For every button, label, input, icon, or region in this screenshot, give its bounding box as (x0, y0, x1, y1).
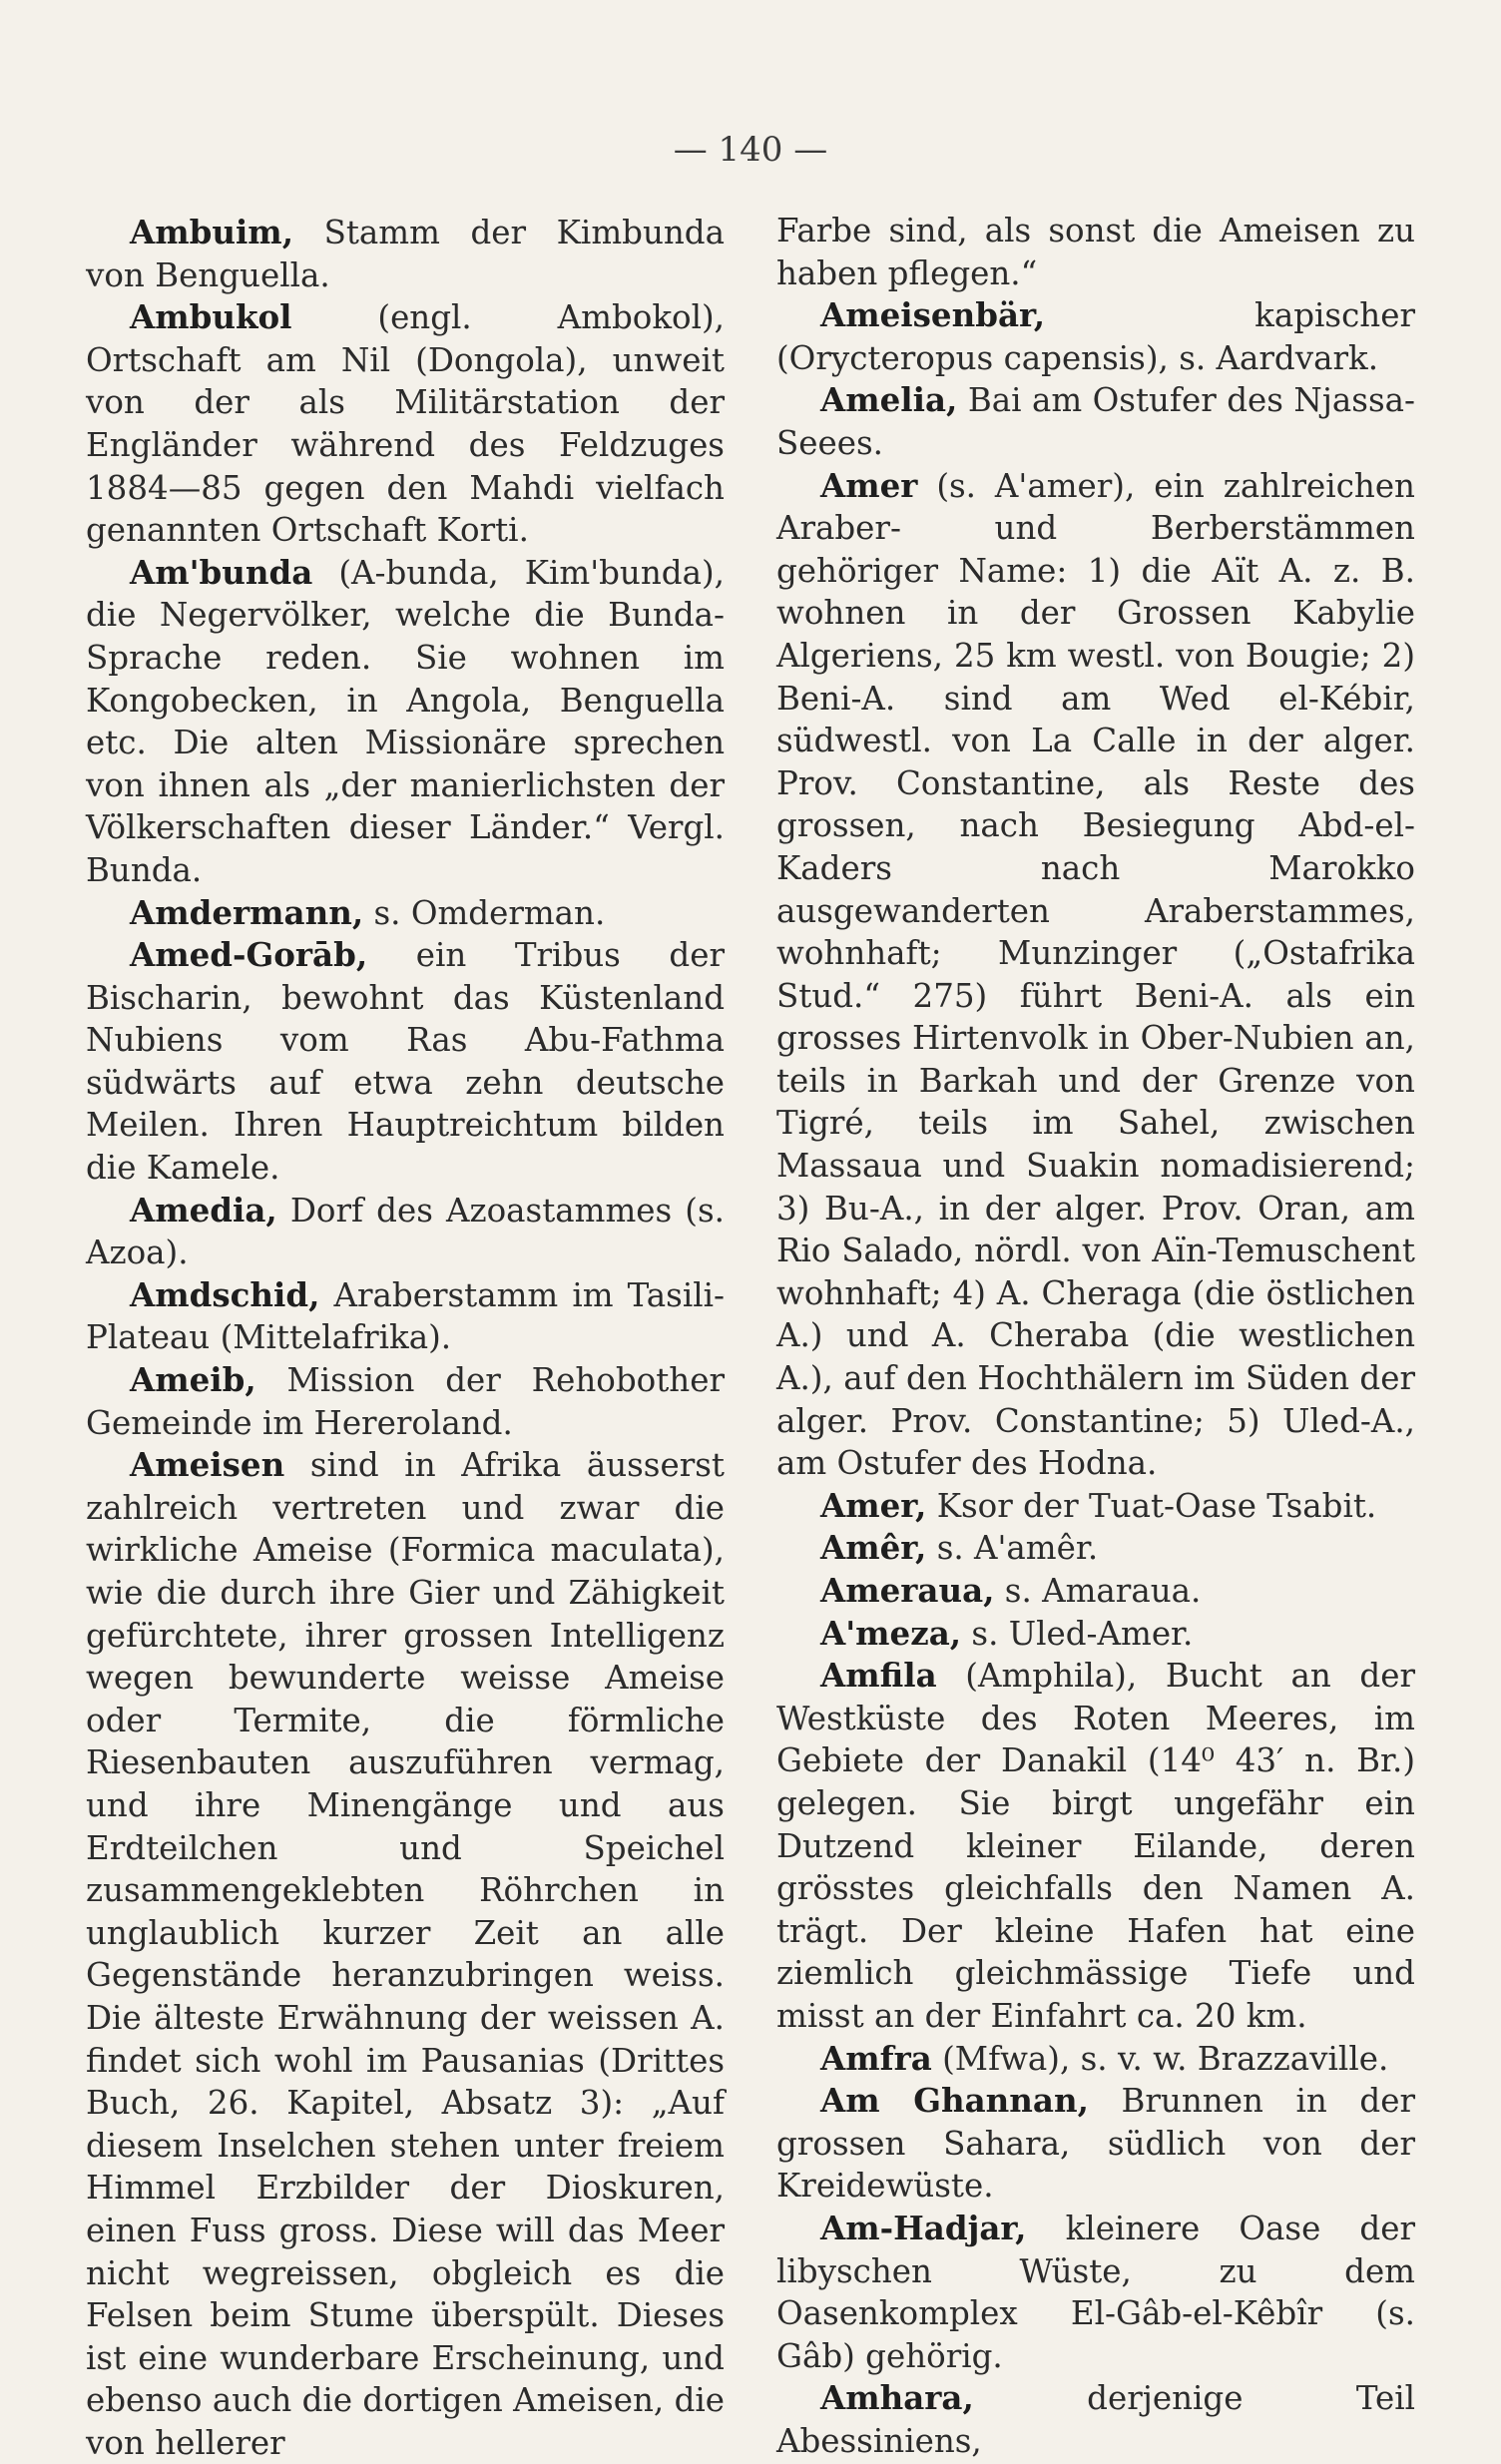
entry (776, 1570, 1415, 1613)
entry-text: Ksor der Tuat-Oase Tsabit. (926, 1486, 1377, 1525)
headword: Amed-Gorāb, (130, 935, 368, 975)
entry-text: (Amphila), Bucht an der Westküste des Roten Meeres, im Gebiete der Danakil (14⁰ 43′ n. Br.) gelegen. Sie birgt ungefähr ein Dutzend kleiner Eilande, deren grösstes gleichfalls den Namen A. trägt. Der kleine Hafen hat eine ziemlich gleichmässige Tiefe und misst an der Einfahrt ca. 20 km. (776, 1657, 1415, 2035)
entry-text: Brunnen in der grossen Sahara, südlich von der Kreidewüste. (776, 2082, 1415, 2206)
entry (776, 379, 1415, 464)
right-column (776, 210, 1415, 2462)
entry-text: Araberstamm im Tasili-Plateau (Mittelafrika). (86, 1275, 725, 1357)
entry-text: Farbe sind, als sonst die Ameisen zu haben pflegen.“ (776, 212, 1415, 292)
entry (776, 2038, 1415, 2081)
headword: Ameisenbär, (820, 295, 1046, 335)
entry (776, 1613, 1415, 1656)
headword: Ameraua, (820, 1571, 995, 1610)
entry (776, 465, 1415, 1485)
entry-text: kleinere Oase der libyschen Wüste, zu dem Oasenkomplex El-Gâb-el-Kêbîr (s. Gâb) gehörig. (776, 2209, 1415, 2375)
entry-text: s. Omderman. (363, 893, 606, 932)
headword: Am Ghannan, (820, 2081, 1089, 2121)
headword: Amêr, (820, 1528, 927, 1568)
page-number: — 140 — (673, 130, 828, 170)
headword: Amfila (820, 1656, 937, 1696)
entry (86, 892, 725, 935)
entry-text: s. A'amêr. (926, 1529, 1099, 1568)
entry-text: Mission der Rehobother Gemeinde im Hereroland. (86, 1361, 725, 1442)
entry-text: (Mfwa), s. v. w. Brazzaville. (931, 2039, 1389, 2078)
entry-text: ein Tribus der Bischarin, bewohnt das Küstenland Nubiens vom Ras Abu-Fathma südwärts auf etwa zehn deutsche Meilen. Ihren Hauptreichtum bilden die Kamele. (86, 936, 725, 1188)
entry-text: (s. A'amer), ein zahlreichen Araber- und Berberstämmen gehöriger Name: 1) die Aït A. z. B. wohnen in der Grossen Kabylie Algeriens, 25 km westl. von Bougie; 2) Beni-A. sind am Wed el-Kébir, südwestl. von La Calle in der alger. Prov. Constantine, als Reste des grossen, nach Besiegung Abd-el-Kaders nach Marokko ausgewanderten Araberstammes, wohnhaft; Munzinger („Ostafrika Stud.“ 275) führt Beni-A. als ein grosses Hirtenvolk in Ober-Nubien an, teils in Barkah und der Grenze von Tigré, teils im Sahel, zwischen Massaua und Suakin nomadisierend; 3) Bu-A., in der alger. Prov. Oran, am Rio Salado, nördl. von Aïn-Temuschent wohnhaft; 4) A. Cheraga (die östlichen A.) und A. Cheraba (die westlichen A.), auf den Hochthälern im Süden der alger. Prov. Constantine; 5) Uled-A., am Ostufer des Hodna. (776, 466, 1415, 1483)
headword: Ambukol (130, 297, 292, 337)
entry (776, 294, 1415, 379)
entry (86, 1190, 725, 1274)
entry-continuation (776, 210, 1415, 294)
headword: Amdermann, (130, 892, 364, 932)
entry-text: kapischer (Orycteropus capensis), s. Aardvark. (776, 296, 1415, 377)
headword: Amelia, (820, 380, 958, 420)
entry-text: s. Amaraua. (994, 1572, 1202, 1610)
entry (86, 552, 725, 892)
entry (86, 296, 725, 552)
entry-text: sind in Afrika äusserst zahlreich vertreten und zwar die wirkliche Ameise (Formica maculata), wie die durch ihre Gier und Zähigkeit gefürchtete, ihrer grossen Intelligenz wegen bewunderte weisse Ameise oder Termite, die förmliche Riesenbauten auszuführen vermag, und ihre Minengänge und aus Erdteilchen und Speichel zusammengeklebten Röhrchen in unglaublich kurzer Zeit an alle Gegenstände heranzubringen weiss. Die älteste Erwähnung der weissen A. findet sich wohl im Pausanias (Drittes Buch, 26. Kapitel, Absatz 3): „Auf diesem Inselchen stehen unter freiem Himmel Erzbilder der Dioskuren, einen Fuss gross. Diese will das Meer nicht wegreissen, obgleich es die Felsen beim Stume überspült. Dieses ist eine wunderbare Erscheinung, und ebenso auch die dortigen Ameisen, die von hellerer (86, 1446, 725, 2462)
entry (776, 2080, 1415, 2208)
entry (776, 1655, 1415, 2037)
headword: Amdschid, (130, 1274, 320, 1314)
entry-text: s. Uled-Amer. (961, 1614, 1194, 1653)
entry (86, 212, 725, 296)
headword: Amedia, (130, 1190, 277, 1230)
entry-text: Dorf des Azoastammes (s. Azoa). (86, 1191, 725, 1272)
headword: Amhara, (820, 2378, 974, 2418)
left-column (86, 212, 725, 2464)
entry (86, 1444, 725, 2464)
headword: Am-Hadjar, (820, 2208, 1027, 2247)
entry-text: Stamm der Kimbunda von Benguella. (86, 214, 725, 294)
headword: Ameib, (130, 1360, 256, 1400)
headword: Amfra (820, 2038, 932, 2078)
entry-text: (A-bunda, Kim'bunda), die Negervölker, welche die Bunda-Sprache reden. Sie wohnen im Kongobecken, in Angola, Benguella etc. Die alten Missionäre sprechen von ihnen als „der manierlichsten der Völkerschaften dieser Länder.“ Vergl. Bunda. (86, 553, 725, 889)
entry (776, 2377, 1415, 2462)
headword: Amer, (820, 1485, 927, 1525)
entry (776, 2208, 1415, 2377)
headword: Amer (820, 465, 918, 505)
entry-text: Bai am Ostufer des Njassa-Seees. (776, 381, 1415, 462)
entry (86, 1274, 725, 1359)
entry-text: (engl. Ambokol), Ortschaft am Nil (Dongola), unweit von der als Militärstation der Engländer während des Feldzuges 1884—85 gegen den Mahdi vielfach genannten Ortschaft Korti. (86, 298, 725, 550)
headword: Ameisen (130, 1445, 285, 1485)
entry (86, 1359, 725, 1444)
entry (86, 934, 725, 1190)
entry-text: derjenige Teil Abessiniens, (776, 2379, 1415, 2460)
entry (776, 1485, 1415, 1528)
headword: Am'bunda (130, 552, 313, 592)
entry (776, 1527, 1415, 1570)
headword: Ambuim, (130, 213, 294, 251)
headword: A'meza, (820, 1613, 962, 1653)
